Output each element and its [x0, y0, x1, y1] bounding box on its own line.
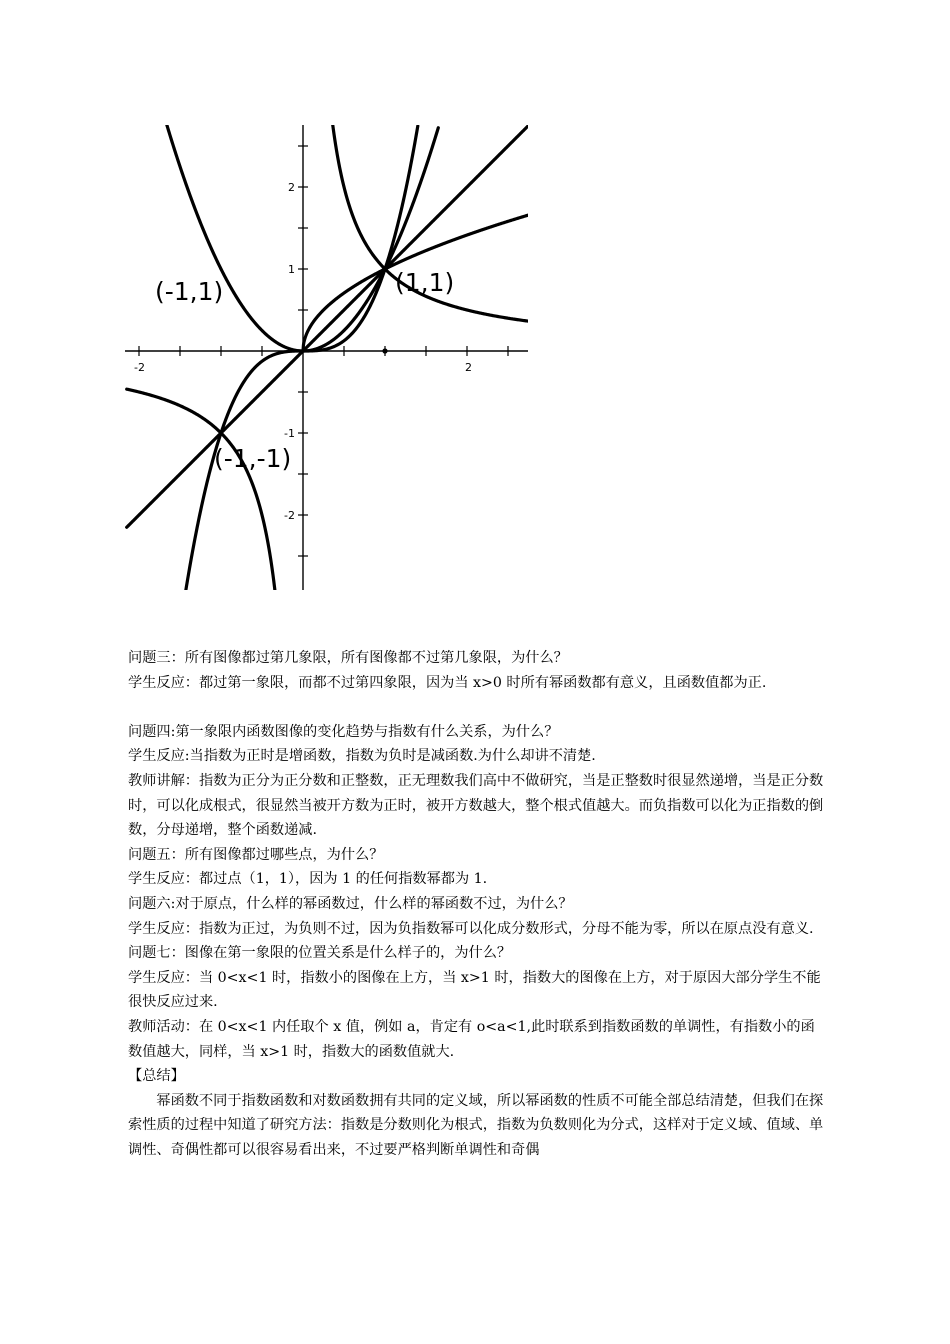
question-6: 问题六:对于原点，什么样的幂函数过，什么样的幂函数不过，为什么？ [128, 895, 573, 912]
tick-label-x-neg2: -2 [134, 361, 145, 374]
question-3: 问题三：所有图像都过第几象限，所有图像都不过第几象限，为什么？ [128, 650, 568, 666]
student-response-5: 学生反应：都过点（1，1），因为 1 的任何指数幂都为 1. [128, 871, 488, 888]
function-curves [127, 125, 528, 590]
student-response-3: 学生反应：都过第一象限，而都不过第四象限，因为当 x>0 时所有幂函数都有意义，且函数值都为正. [128, 674, 767, 691]
teacher-explanation-4: 教师讲解：指数为正分为正分数和正整数，正无理数我们高中不做研究，当是正整数时很显然递增，当是正分数时，可以化成根式，很显然当被开方数为正时，被开方数越大，整个根式值越大。而负指数可以化为正指数的倒数，分母递增，整个函数递减. [128, 772, 824, 839]
tick-label-x-pos2: 2 [465, 361, 472, 374]
teacher-activity-7: 教师活动：在 0<x<1 内任取个 x 值，例如 a，肯定有 o<a<1,此时联系到指数函数的单调性，有指数小的函数值越大，同样，当 x>1 时，指数大的函数值就大. [128, 1018, 815, 1060]
tick-label-y-neg1: -1 [284, 427, 295, 440]
summary-heading: 【总结】 [128, 1068, 185, 1085]
question-7: 问题七：图像在第一象限的位置关系是什么样子的，为什么？ [128, 945, 512, 962]
point-labels [155, 268, 454, 473]
student-response-4: 学生反应:当指数为正时是增函数，指数为负时是减函数.为什么却讲不清楚. [128, 748, 596, 765]
tick-label-y-neg2: -2 [284, 509, 295, 522]
point-label-pos1-pos1: (1,1) [395, 268, 455, 297]
tick-label-y-pos1: 1 [288, 263, 295, 276]
question-4: 问题四:第一象限内函数图像的变化趋势与指数有什么关系，为什么？ [128, 723, 559, 740]
question-5: 问题五：所有图像都过哪些点，为什么？ [128, 846, 384, 863]
student-response-6: 学生反应：指数为正过，为负则不过，因为负指数幂可以化成分数形式，分母不能为零，所以在原点没有意义. [128, 920, 814, 937]
point-label-neg1-neg1: (-1,-1) [214, 444, 292, 473]
power-function-graph [125, 125, 528, 590]
student-response-7: 学生反应：当 0<x<1 时，指数小的图像在上方，当 x>1 时，指数大的图像在上方，对于原因大部分学生不能很快反应过来. [128, 969, 821, 1011]
paragraph-gap [128, 695, 826, 720]
lesson-text [128, 646, 826, 1162]
summary-paragraph: 幂函数不同于指数函数和对数函数拥有共同的定义域，所以幂函数的性质不可能全部总结清楚，但我们在探索性质的过程中知道了研究方法：指数是分数则化为根式，指数为负数则化为分式，这样对于定义域、值域、单调性、奇偶性都可以很容易看出来，不过要严格判断单调性和奇偶 [128, 1092, 824, 1158]
tick-label-y-pos2: 2 [288, 181, 295, 194]
curve-y-eq-x-squared [166, 125, 438, 351]
curve-y-eq-x-cubed [185, 126, 418, 590]
point-label-neg1-pos1: (-1,1) [155, 277, 224, 306]
x-axis-marker-dot [382, 348, 387, 353]
axes [125, 125, 528, 590]
curve-y-eq-x-inverse [127, 125, 528, 590]
